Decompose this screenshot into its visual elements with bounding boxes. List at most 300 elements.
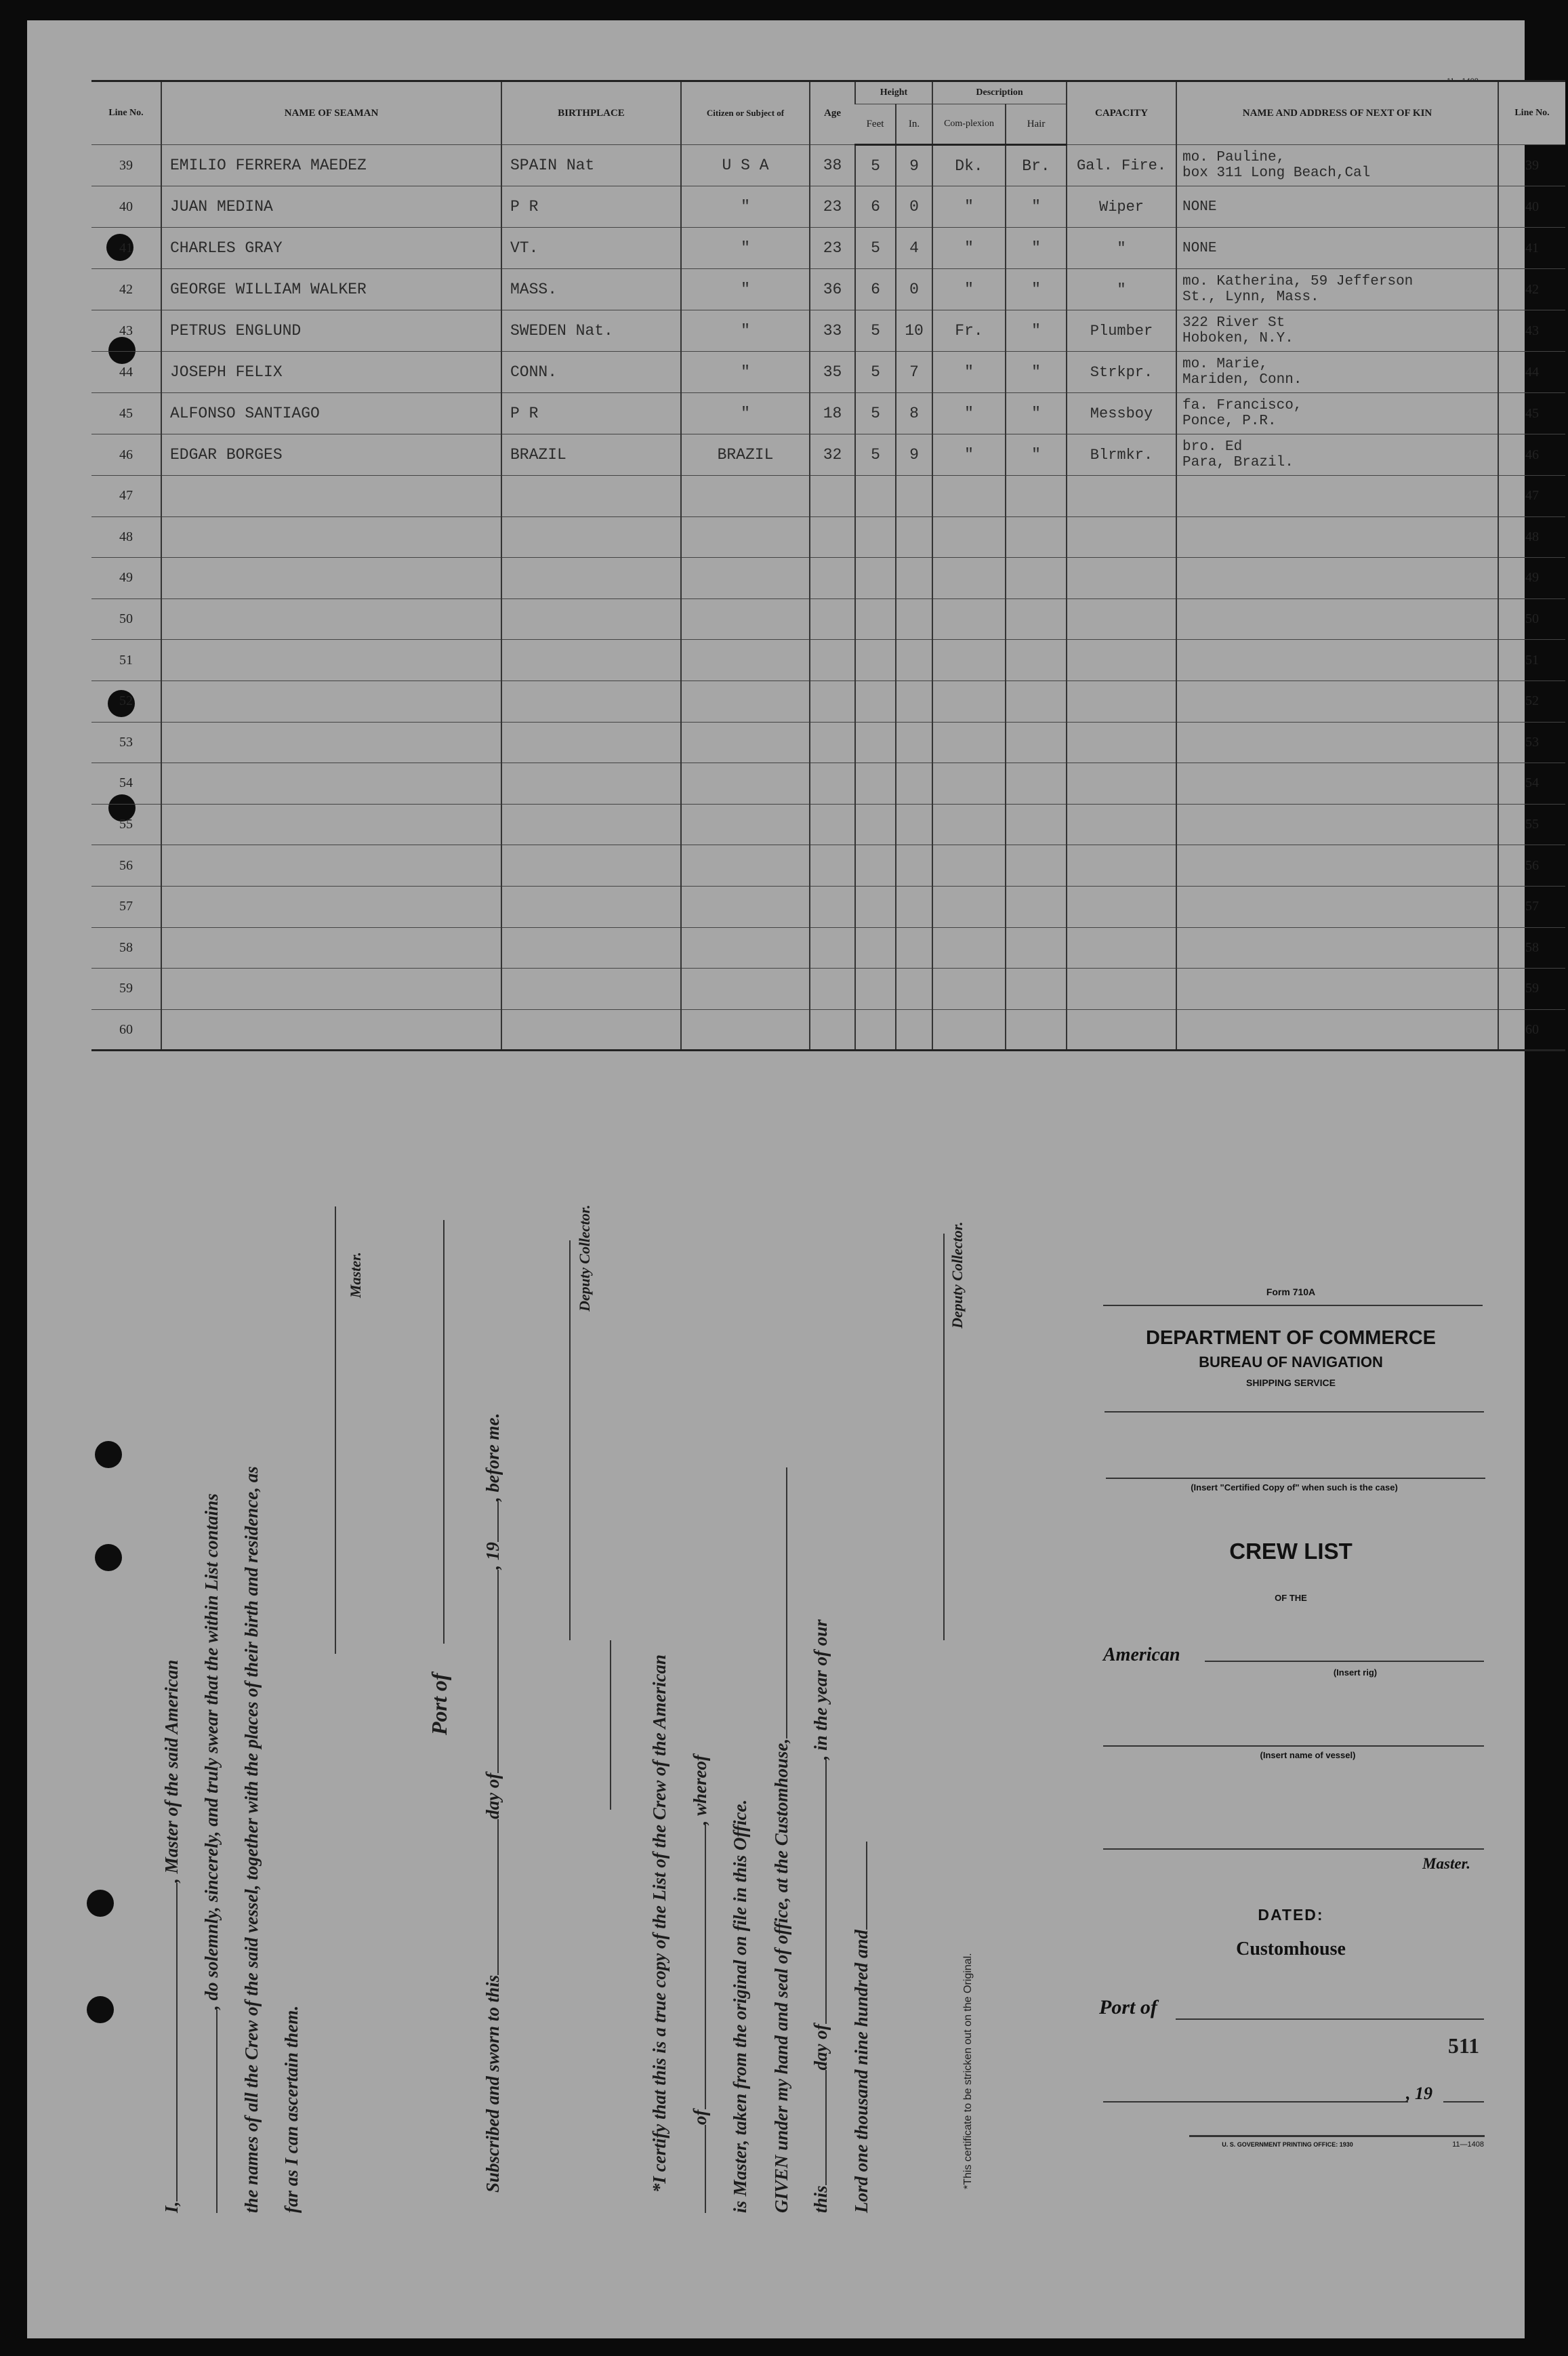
punch-hole (87, 1890, 114, 1917)
age (810, 927, 855, 969)
next-of-kin (1176, 722, 1498, 763)
customhouse-label: Customhouse (1236, 1938, 1346, 1959)
cover-bottom-rule (1189, 2135, 1485, 2137)
birthplace (501, 558, 681, 599)
citizen-of: " (681, 228, 810, 269)
height-feet (855, 722, 896, 763)
seaman-name (161, 722, 501, 763)
lord-text: Lord one thousand nine hundred and (851, 1930, 871, 2213)
height-inches: 8 (896, 393, 932, 434)
is-master-line (730, 1800, 751, 2213)
complexion: Fr. (932, 310, 1006, 352)
crew-row (91, 886, 1565, 927)
of-whereof-line (690, 1755, 711, 2213)
height-inches (896, 640, 932, 681)
age (810, 845, 855, 887)
height-feet: 6 (855, 269, 896, 310)
birthplace (501, 927, 681, 969)
height-feet: 5 (855, 434, 896, 476)
next-of-kin (1176, 681, 1498, 722)
deputy-signature-line-1 (569, 1240, 571, 1640)
height-inches (896, 763, 932, 805)
height-inches (896, 1009, 932, 1051)
capacity: Wiper (1067, 186, 1176, 228)
oath-swear: , do solemnly, sincerely, and truly swear that the within List contains (201, 1493, 222, 2010)
seaman-name (161, 598, 501, 640)
complexion (932, 598, 1006, 640)
hair (1006, 558, 1067, 599)
header-feet: Feet (855, 104, 896, 145)
cover-top-rule (1103, 1305, 1483, 1306)
hair: " (1006, 269, 1067, 310)
seaman-name (161, 886, 501, 927)
complexion: " (932, 434, 1006, 476)
complexion (932, 845, 1006, 887)
complexion: " (932, 393, 1006, 434)
row-line-number: 42 (91, 269, 161, 310)
birthplace: CONN. (501, 352, 681, 393)
next-of-kin (1176, 845, 1498, 887)
age (810, 969, 855, 1010)
seaman-name: GEORGE WILLIAM WALKER (161, 269, 501, 310)
birthplace (501, 681, 681, 722)
header-next-of-kin: NAME AND ADDRESS OF NEXT OF KIN (1176, 81, 1498, 145)
next-of-kin: mo. Katherina, 59 Jefferson St., Lynn, Mass. (1176, 269, 1498, 310)
row-line-number: 48 (91, 516, 161, 558)
seaman-name (161, 681, 501, 722)
header-inches: In. (896, 104, 932, 145)
crew-row (91, 969, 1565, 1010)
row-line-number-right: 57 (1498, 886, 1565, 927)
birthplace (501, 969, 681, 1010)
vessel-name-line (1103, 1745, 1484, 1747)
birthplace (501, 516, 681, 558)
birthplace (501, 804, 681, 845)
oath-line-4 (281, 2006, 302, 2213)
seaman-name (161, 927, 501, 969)
header-age: Age (810, 81, 855, 145)
complexion (932, 969, 1006, 1010)
hair (1006, 886, 1067, 927)
citizen-of (681, 681, 810, 722)
citizen-of: U S A (681, 145, 810, 186)
oath-deputy-collector-2: Deputy Collector. (949, 1221, 966, 1328)
row-line-number: 52 (91, 681, 161, 722)
age: 23 (810, 228, 855, 269)
next-of-kin (1176, 886, 1498, 927)
dated-label: DATED: (1258, 1906, 1324, 1924)
complexion: " (932, 352, 1006, 393)
crew-row (91, 1009, 1565, 1051)
birthplace: P R (501, 186, 681, 228)
height-feet (855, 681, 896, 722)
hair (1006, 927, 1067, 969)
row-line-number: 60 (91, 1009, 161, 1051)
hair: " (1006, 228, 1067, 269)
birthplace (501, 640, 681, 681)
department-of-commerce: DEPARTMENT OF COMMERCE (1145, 1327, 1436, 1349)
hair (1006, 1009, 1067, 1051)
punch-hole (87, 1996, 114, 2023)
day-of-text: day of (482, 1772, 503, 1819)
shipping-service: SHIPPING SERVICE (1245, 1377, 1336, 1388)
crew-row (91, 186, 1565, 228)
crew-row (91, 310, 1565, 352)
header-birthplace: BIRTHPLACE (501, 81, 681, 145)
birthplace: BRAZIL (501, 434, 681, 476)
complexion (932, 886, 1006, 927)
before-me-text: , before me. (482, 1413, 503, 1502)
height-inches: 7 (896, 352, 932, 393)
age (810, 558, 855, 599)
seaman-name (161, 1009, 501, 1051)
row-line-number: 53 (91, 722, 161, 763)
hair (1006, 516, 1067, 558)
height-inches: 0 (896, 186, 932, 228)
capacity (1067, 722, 1176, 763)
row-line-number: 41 (91, 228, 161, 269)
age (810, 640, 855, 681)
age (810, 681, 855, 722)
citizen-of (681, 1009, 810, 1051)
crew-row (91, 558, 1565, 599)
height-inches (896, 886, 932, 927)
insert-certified-note: (Insert "Certified Copy of" when such is the case) (1191, 1482, 1398, 1492)
capacity (1067, 681, 1176, 722)
capacity: Plumber (1067, 310, 1176, 352)
capacity (1067, 886, 1176, 927)
age (810, 722, 855, 763)
height-inches (896, 558, 932, 599)
height-feet: 5 (855, 145, 896, 186)
nineteen-text: , 19 (482, 1542, 503, 1570)
seaman-name (161, 969, 501, 1010)
complexion (932, 516, 1006, 558)
american-label: American (1103, 1644, 1180, 1665)
height-inches (896, 476, 932, 517)
next-of-kin: mo. Pauline, box 311 Long Beach,Cal (1176, 145, 1498, 186)
next-of-kin: fa. Francisco, Ponce, P.R. (1176, 393, 1498, 434)
capacity: " (1067, 228, 1176, 269)
height-feet (855, 598, 896, 640)
height-feet (855, 640, 896, 681)
crew-row (91, 352, 1565, 393)
hair (1006, 969, 1067, 1010)
height-feet (855, 845, 896, 887)
hair (1006, 640, 1067, 681)
age (810, 1009, 855, 1051)
height-inches: 9 (896, 145, 932, 186)
row-line-number-right: 39 (1498, 145, 1565, 186)
crew-row (91, 269, 1565, 310)
row-line-number: 50 (91, 598, 161, 640)
height-inches (896, 722, 932, 763)
seaman-name (161, 763, 501, 805)
row-line-number-right: 58 (1498, 927, 1565, 969)
row-line-number-right: 41 (1498, 228, 1565, 269)
cover-form-code: 11—1408 (1452, 2140, 1484, 2149)
age: 38 (810, 145, 855, 186)
seaman-name: EDGAR BORGES (161, 434, 501, 476)
citizen-of (681, 927, 810, 969)
citizen-of (681, 804, 810, 845)
birthplace (501, 845, 681, 887)
complexion (932, 927, 1006, 969)
seaman-name (161, 476, 501, 517)
given-line (771, 1467, 792, 2213)
next-of-kin (1176, 558, 1498, 599)
row-line-number-right: 50 (1498, 598, 1565, 640)
birthplace: VT. (501, 228, 681, 269)
next-of-kin: bro. Ed Para, Brazil. (1176, 434, 1498, 476)
row-line-number: 46 (91, 434, 161, 476)
year-line (1443, 2101, 1484, 2103)
header-line-no-right: Line No. (1498, 81, 1565, 145)
row-line-number: 51 (91, 640, 161, 681)
seaman-name: CHARLES GRAY (161, 228, 501, 269)
printer-imprint: U. S. GOVERNMENT PRINTING OFFICE: 1930 (1222, 2141, 1353, 2148)
age (810, 763, 855, 805)
height-feet (855, 516, 896, 558)
age: 18 (810, 393, 855, 434)
seaman-name (161, 845, 501, 887)
complexion (932, 681, 1006, 722)
height-feet: 5 (855, 352, 896, 393)
next-of-kin: NONE (1176, 228, 1498, 269)
height-feet: 5 (855, 228, 896, 269)
row-line-number-right: 46 (1498, 434, 1565, 476)
bureau-of-navigation: BUREAU OF NAVIGATION (1199, 1354, 1383, 1370)
height-inches (896, 969, 932, 1010)
divider-line (610, 1640, 611, 1810)
height-feet: 5 (855, 393, 896, 434)
date-line (1103, 2101, 1408, 2103)
row-line-number: 59 (91, 969, 161, 1010)
form-number: Form 710A (1266, 1286, 1316, 1297)
height-feet: 5 (855, 310, 896, 352)
seaman-name (161, 640, 501, 681)
deputy-signature-line-2 (943, 1234, 945, 1640)
oath-deputy-collector-1: Deputy Collector. (576, 1204, 593, 1312)
header-hair: Hair (1006, 104, 1067, 145)
oath-master-of: , Master of the said American (161, 1659, 182, 1883)
crew-row (91, 927, 1565, 969)
height-inches (896, 681, 932, 722)
crew-row (91, 145, 1565, 186)
hair: " (1006, 434, 1067, 476)
row-line-number-right: 53 (1498, 722, 1565, 763)
this-text: this (810, 2185, 831, 2213)
citizen-of: " (681, 310, 810, 352)
oath-master-label: Master. (347, 1252, 364, 1298)
header-citizen: Citizen or Subject of (681, 81, 810, 145)
next-of-kin (1176, 763, 1498, 805)
next-of-kin (1176, 804, 1498, 845)
seaman-name: PETRUS ENGLUND (161, 310, 501, 352)
subscribed-text: Subscribed and sworn to this (482, 1974, 503, 2193)
capacity (1067, 845, 1176, 887)
seaman-name (161, 558, 501, 599)
header-capacity: CAPACITY (1067, 81, 1176, 145)
next-of-kin: NONE (1176, 186, 1498, 228)
crew-row (91, 763, 1565, 805)
row-line-number: 47 (91, 476, 161, 517)
master-signature-line (335, 1206, 336, 1654)
cover-rule-2 (1105, 1411, 1484, 1413)
header-line-no: Line No. (91, 81, 161, 145)
crew-row (91, 640, 1565, 681)
complexion (932, 640, 1006, 681)
next-of-kin: 322 River St Hoboken, N.Y. (1176, 310, 1498, 352)
oath-names-of-crew: the names of all the Crew of the said vessel, together with the places of their birth and residence, as (241, 1466, 262, 2213)
height-inches: 4 (896, 228, 932, 269)
height-inches: 0 (896, 269, 932, 310)
master-line (1103, 1848, 1484, 1850)
age: 23 (810, 186, 855, 228)
citizen-of (681, 763, 810, 805)
citizen-of (681, 516, 810, 558)
row-line-number-right: 49 (1498, 558, 1565, 599)
birthplace (501, 1009, 681, 1051)
age: 36 (810, 269, 855, 310)
oath-subscribed-line (482, 1413, 503, 2193)
complexion (932, 722, 1006, 763)
oath-line-3 (241, 1466, 262, 2213)
hair: Br. (1006, 145, 1067, 186)
capacity: " (1067, 269, 1176, 310)
hair (1006, 722, 1067, 763)
crew-row (91, 845, 1565, 887)
oath-line-2 (201, 1493, 222, 2213)
height-inches (896, 927, 932, 969)
header-name: NAME OF SEAMAN (161, 81, 501, 145)
hair: " (1006, 186, 1067, 228)
seaman-name: EMILIO FERRERA MAEDEZ (161, 145, 501, 186)
next-of-kin: mo. Marie, Mariden, Conn. (1176, 352, 1498, 393)
complexion: " (932, 228, 1006, 269)
birthplace (501, 763, 681, 805)
next-of-kin (1176, 598, 1498, 640)
crew-row (91, 681, 1565, 722)
height-inches (896, 598, 932, 640)
row-line-number-right: 54 (1498, 763, 1565, 805)
next-of-kin (1176, 476, 1498, 517)
height-inches: 9 (896, 434, 932, 476)
height-feet (855, 1009, 896, 1051)
height-feet (855, 886, 896, 927)
header-height: Height (855, 81, 932, 104)
complexion: " (932, 269, 1006, 310)
insert-name-note: (Insert name of vessel) (1260, 1750, 1356, 1760)
capacity (1067, 598, 1176, 640)
row-line-number-right: 47 (1498, 476, 1565, 517)
row-line-number: 49 (91, 558, 161, 599)
row-line-number-right: 60 (1498, 1009, 1565, 1051)
seaman-name: ALFONSO SANTIAGO (161, 393, 501, 434)
citizen-of (681, 476, 810, 517)
citizen-of: " (681, 186, 810, 228)
birthplace: P R (501, 393, 681, 434)
citizen-of (681, 640, 810, 681)
height-feet (855, 763, 896, 805)
seaman-name: JUAN MEDINA (161, 186, 501, 228)
citizen-of: " (681, 352, 810, 393)
complexion: Dk. (932, 145, 1006, 186)
day-of-2-text: day of (810, 2024, 831, 2071)
next-of-kin (1176, 516, 1498, 558)
port-of-line (1176, 2018, 1484, 2020)
row-line-number: 56 (91, 845, 161, 887)
handwritten-number: 511 (1447, 2033, 1480, 2058)
row-line-number-right: 48 (1498, 516, 1565, 558)
capacity: Gal. Fire. (1067, 145, 1176, 186)
row-line-number: 55 (91, 804, 161, 845)
height-inches (896, 516, 932, 558)
citizen-of (681, 722, 810, 763)
crew-row (91, 804, 1565, 845)
crew-list-title: CREW LIST (1229, 1539, 1353, 1564)
capacity (1067, 558, 1176, 599)
punch-hole (95, 1544, 122, 1571)
height-feet: 6 (855, 186, 896, 228)
height-inches: 10 (896, 310, 932, 352)
hair (1006, 804, 1067, 845)
cover-port-of: Port of (1099, 1996, 1157, 2018)
row-line-number: 44 (91, 352, 161, 393)
capacity (1067, 804, 1176, 845)
row-line-number: 54 (91, 763, 161, 805)
birthplace (501, 722, 681, 763)
height-feet (855, 558, 896, 599)
certify-line (649, 1654, 670, 2193)
age (810, 476, 855, 517)
certified-copy-line (1106, 1478, 1485, 1479)
age (810, 516, 855, 558)
hair: " (1006, 352, 1067, 393)
hair: " (1006, 393, 1067, 434)
height-inches (896, 845, 932, 887)
whereof-text: , whereof (690, 1755, 710, 1825)
next-of-kin (1176, 1009, 1498, 1051)
row-line-number-right: 45 (1498, 393, 1565, 434)
next-of-kin (1176, 640, 1498, 681)
capacity (1067, 969, 1176, 1010)
birthplace: SWEDEN Nat. (501, 310, 681, 352)
row-line-number: 39 (91, 145, 161, 186)
row-line-number: 45 (91, 393, 161, 434)
height-inches (896, 804, 932, 845)
hair: " (1006, 310, 1067, 352)
cover-nineteen: , 19 (1406, 2084, 1432, 2103)
is-master-text: is Master, taken from the original on file in this Office. (730, 1799, 750, 2213)
citizen-of (681, 845, 810, 887)
age: 35 (810, 352, 855, 393)
crew-row (91, 598, 1565, 640)
row-line-number: 40 (91, 186, 161, 228)
oath-port-of: Port of (427, 1673, 451, 1735)
row-line-number-right: 55 (1498, 804, 1565, 845)
lord-line (851, 1842, 872, 2213)
complexion (932, 804, 1006, 845)
seaman-name (161, 804, 501, 845)
next-of-kin (1176, 969, 1498, 1010)
rig-line (1205, 1661, 1484, 1662)
crew-row (91, 722, 1565, 763)
complexion (932, 763, 1006, 805)
complexion: " (932, 186, 1006, 228)
citizen-of: " (681, 269, 810, 310)
height-feet (855, 804, 896, 845)
